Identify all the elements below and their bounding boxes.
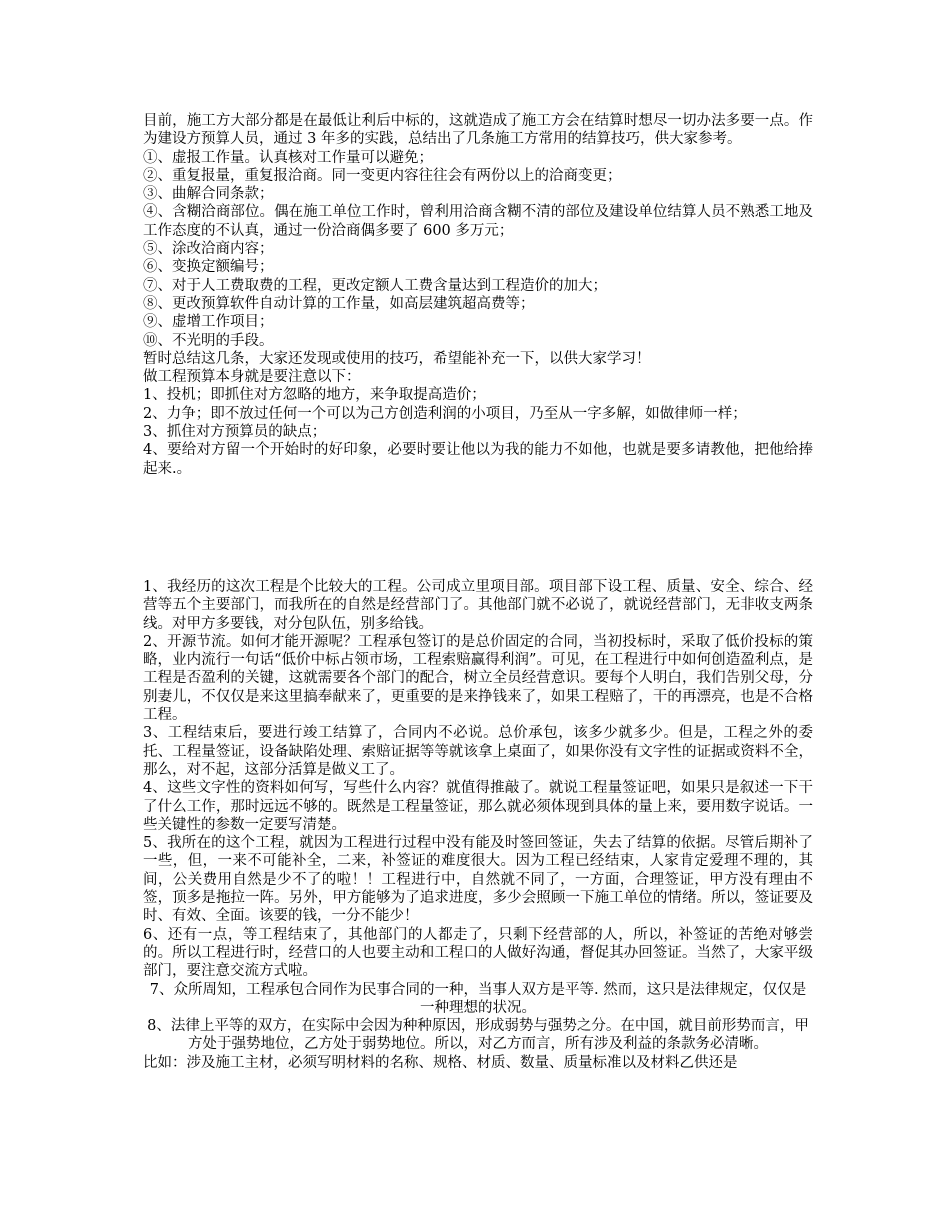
- tip-8: ⑧、更改预算软件自动计算的工作量，如高层建筑超高费等；: [143, 295, 535, 312]
- tip-6: ⑥、变换定额编号；: [143, 259, 274, 276]
- experience-paragraph-7: 7、众所周知，工程承包合同作为民事合同的一种，当事人双方是平等. 然而，这只是法律规定，仅仅是一种理想的状况。: [149, 981, 807, 1016]
- tip-1: ①、虚报工作量。认真核对工作量可以避免；: [143, 149, 433, 166]
- tip-7: ⑦、对于人工费取费的工程，更改定额人工费含量达到工程造价的加大；: [143, 277, 607, 294]
- project-experience-section: [143, 578, 813, 1072]
- experience-paragraph-8: 8、法律上平等的双方，在实际中会因为种种原因，形成弱势与强势之分。在中国，就目前形势而言，甲方处于强势地位，乙方处于弱势地位。所以，对乙方而言，所有涉及利益的条款务必清晰。: [147, 1018, 809, 1053]
- tip-4: ④、含糊洽商部位。偶在施工单位工作时，曾利用洽商含糊不清的部位及建设单位结算人员不熟悉工地及工作态度的不认真，通过一份洽商偶多要了 600 多万元；: [143, 204, 813, 239]
- experience-paragraph-9: 比如：涉及施工主材，必须写明材料的名称、规格、材质、数量、质量标准以及材料乙供还是: [143, 1054, 738, 1071]
- intro-paragraph: 目前，施工方大部分都是在最低让利后中标的，这就造成了施工方会在结算时想尽一切办法多要一点。作为建设方预算人员，通过 3 年多的实践，总结出了几条施工方常用的结算技巧，供大家参考。: [143, 113, 813, 148]
- settlement-tips-section: [143, 112, 813, 478]
- summary-paragraph: 暂时总结这几条，大家还发现或使用的技巧，希望能补充一下，以供大家学习！: [143, 350, 651, 367]
- tip-9: ⑨、虚增工作项目；: [143, 314, 274, 331]
- experience-paragraph-3: 3、工程结束后，要进行竣工结算了，合同内不必说。总价承包，该多少就多少。但是，工程之外的委托、工程量签证，设备缺陷处理、索赔证据等等就该拿上桌面了，如果你没有文字性的证据或资料不全，那么，对不起，这部分活算是做义工了。: [143, 725, 813, 778]
- budget-note-4: 4、要给对方留一个开始时的好印象，必要时要让他以为我的能力不如他，也就是要多请教他，把他给捧起来.。: [143, 442, 813, 477]
- experience-paragraph-6: 6、还有一点，等工程结束了，其他部门的人都走了，只剩下经营部的人，所以，补签证的苦绝对够尝的。所以工程进行时，经营口的人也要主动和工程口的人做好沟通，督促其办回签证。当然了，大家平级部门，要注意交流方式啦。: [143, 926, 813, 980]
- tip-3: ③、曲解合同条款；: [143, 186, 274, 203]
- budget-note-2: 2、力争；即不放过任何一个可以为己方创造利润的小项目，乃至从一字多解，如做律师一样；: [143, 405, 747, 422]
- tip-2: ②、重复报量，重复报洽商。同一变更内容往往会有两份以上的洽商变更；: [143, 167, 622, 184]
- budget-note-3: 3、抓住对方预算员的缺点；: [143, 424, 327, 441]
- tip-5: ⑤、涂改洽商内容；: [143, 241, 274, 258]
- experience-paragraph-2: 2、开源节流。如何才能开源呢？工程承包签订的是总价固定的合同，当初投标时，采取了低价投标的策略，业内流行一句话“低价中标占领市场，工程索赔赢得利润”。可见，在工程进行中如何创造盈利点，是工程是否盈利的关键，这就需要各个部门的配合，树立全员经营意识。要每个人明白，我们告别父母，分别妻儿，不仅仅是来这里搞奉献来了，更重要的是来挣钱来了，如果工程赔了，干的再漂亮，也是不合格工程。: [143, 633, 813, 724]
- experience-paragraph-5: 5、我所在的这个工程，就因为工程进行过程中没有能及时签回签证，失去了结算的依据。尽管后期补了一些，但，一来不可能补全，二来，补签证的难度很大。因为工程已经结束，人家肯定爱理不理的，其间，公关费用自然是少不了的啦！！工程进行中，自然就不同了，一方面，合理签证，甲方没有理由不签，顶多是拖拉一阵。另外，甲方能够为了追求进度，多少会照顾一下施工单位的情绪。所以，签证要及时、有效、全面。该要的钱，一分不能少！: [143, 835, 813, 925]
- budget-note-1: 1、投机；即抓住对方忽略的地方，来争取提高造价；: [143, 387, 486, 404]
- experience-paragraph-4: 4、这些文字性的资料如何写，写些什么内容？就值得推敲了。就说工程量签证吧，如果只是叙述一下干了什么工作，那时远远不够的。既然是工程量签证，那么就必须体现到具体的量上来，要用数字说话。一些关键性的参数一定要写清楚。: [143, 780, 813, 833]
- tip-10: ⑩、不光明的手段。: [143, 332, 274, 349]
- budget-notes-heading: 做工程预算本身就是要注意以下：: [143, 369, 361, 386]
- experience-paragraph-1: 1、我经历的这次工程是个比较大的工程。公司成立里项目部。项目部下设工程、质量、安全、综合、经营等五个主要部门，而我所在的自然是经营部门了。其他部门就不必说了，就说经营部门，无非收支两条线。对甲方多要钱，对分包队伍，别多给钱。: [143, 579, 813, 632]
